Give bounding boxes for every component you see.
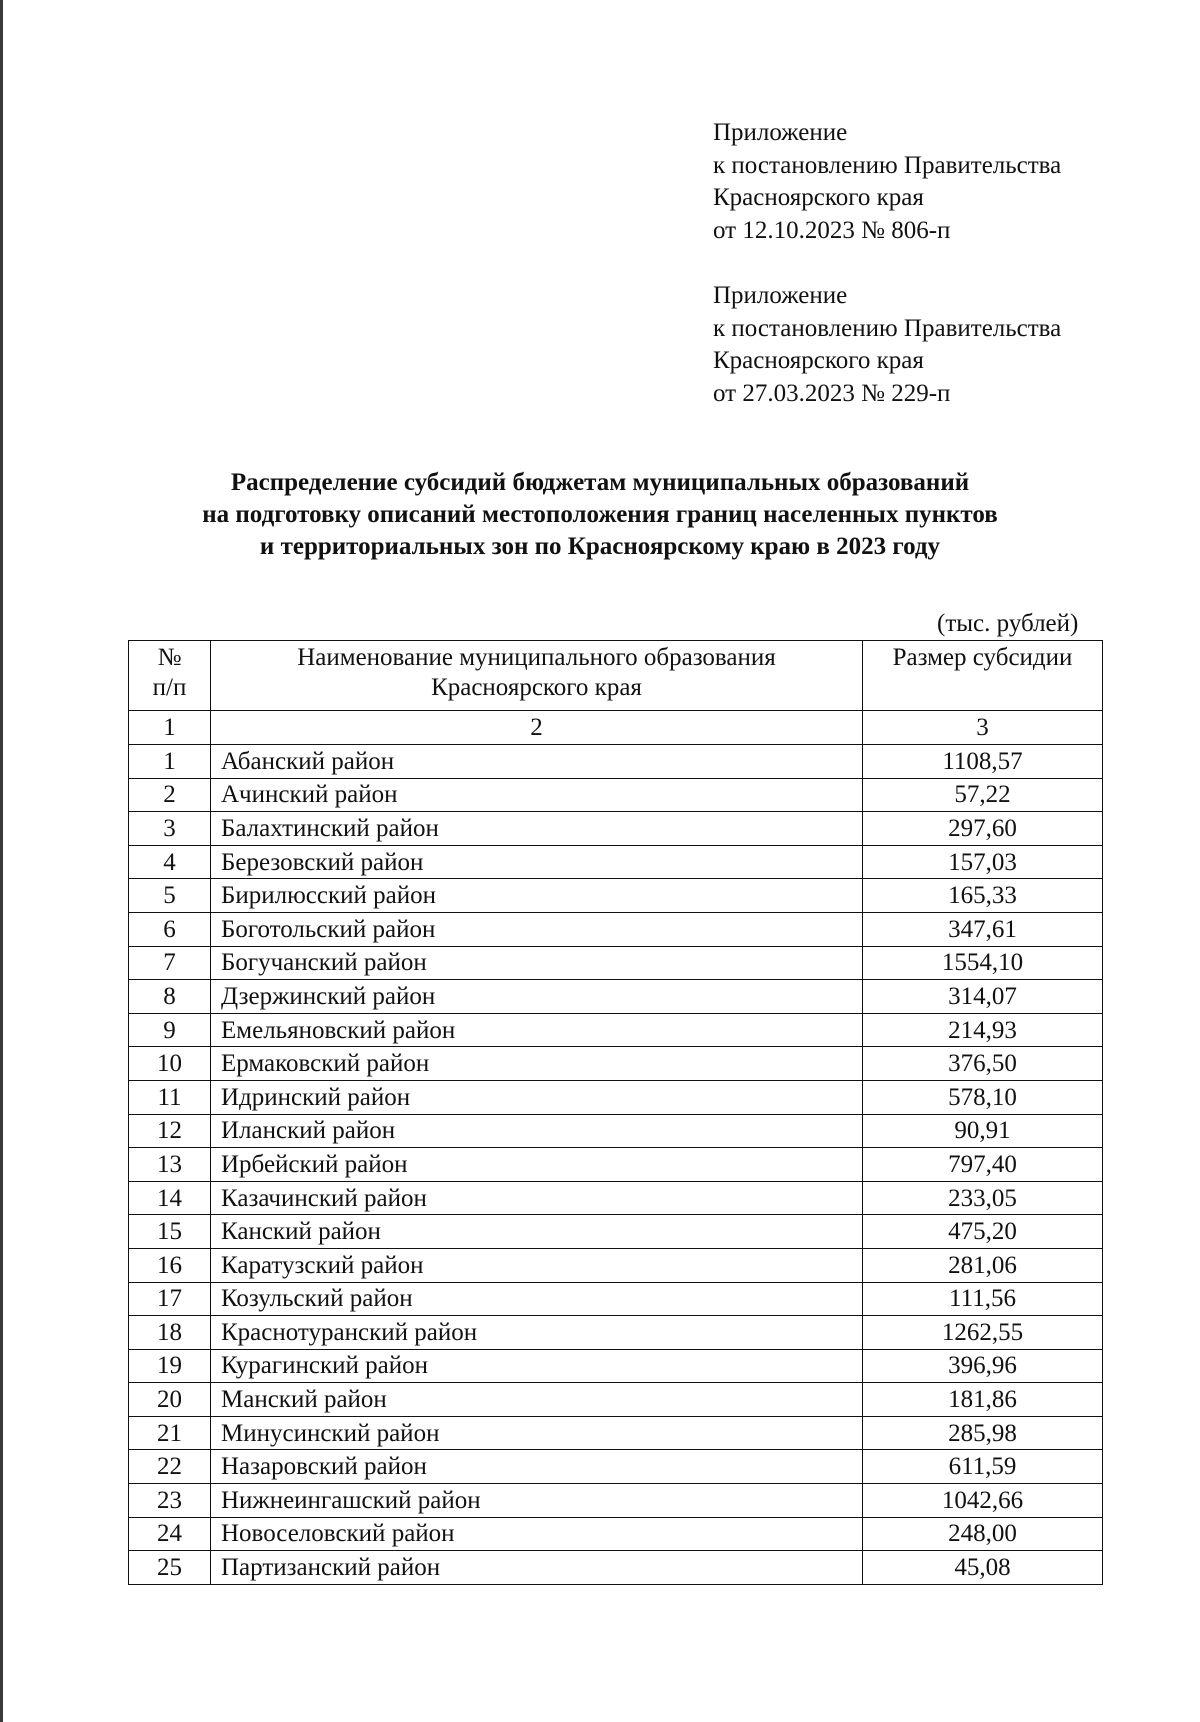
subsidy-amount: 578,10 — [863, 1080, 1103, 1114]
table-row — [129, 1181, 1103, 1215]
table-row — [129, 1349, 1103, 1383]
municipality-name: Ермаковский район — [211, 1047, 863, 1081]
municipality-name: Боготольский район — [211, 912, 863, 946]
municipality-name: Курагинский район — [211, 1349, 863, 1383]
subsidy-amount: 396,96 — [863, 1349, 1103, 1383]
row-number: 15 — [129, 1215, 211, 1249]
row-number: 14 — [129, 1181, 211, 1215]
header-number-abbrev: п/п — [152, 674, 187, 701]
municipality-name: Козульский район — [211, 1282, 863, 1316]
municipality-name: Казачинский район — [211, 1181, 863, 1215]
table-row — [129, 1517, 1103, 1551]
municipality-name: Березовский район — [211, 845, 863, 879]
table-row — [129, 1383, 1103, 1417]
subsidy-amount: 611,59 — [863, 1450, 1103, 1484]
appendix-region-line: Красноярского края — [713, 347, 924, 374]
municipality-name: Богучанский район — [211, 946, 863, 980]
header-amount: Размер субсидии — [863, 641, 1103, 711]
row-number: 5 — [129, 879, 211, 913]
table-row — [129, 980, 1103, 1014]
row-number: 18 — [129, 1316, 211, 1350]
units-label: (тыс. рублей) — [937, 610, 1079, 637]
municipality-name: Емельяновский район — [211, 1013, 863, 1047]
table-row — [129, 1114, 1103, 1148]
title-line-2: на подготовку описаний местоположения границ населенных пунктов — [202, 501, 998, 528]
row-number: 22 — [129, 1450, 211, 1484]
row-number: 3 — [129, 812, 211, 846]
appendix-block-original — [713, 280, 1061, 410]
subsidy-amount: 233,05 — [863, 1181, 1103, 1215]
column-number: 1 — [129, 711, 211, 745]
row-number: 19 — [129, 1349, 211, 1383]
subsidy-amount: 45,08 — [863, 1551, 1103, 1585]
column-number: 3 — [863, 711, 1103, 745]
appendix-resolution-line: к постановлению Правительства — [713, 151, 1062, 179]
subsidy-amount: 1262,55 — [863, 1316, 1103, 1350]
subsidy-amount: 1108,57 — [863, 745, 1103, 779]
row-number: 17 — [129, 1282, 211, 1316]
subsidy-amount: 57,22 — [863, 778, 1103, 812]
municipality-name: Назаровский район — [211, 1450, 863, 1484]
subsidy-amount: 157,03 — [863, 845, 1103, 879]
scan-border — [0, 0, 3, 1722]
row-number: 20 — [129, 1383, 211, 1417]
row-number: 7 — [129, 946, 211, 980]
table-row — [129, 1484, 1103, 1518]
table-header-row — [129, 641, 1103, 711]
appendix-date-number: от 27.03.2023 № 229-п — [713, 379, 951, 407]
row-number: 16 — [129, 1248, 211, 1282]
subsidy-amount: 285,98 — [863, 1416, 1103, 1450]
subsidy-table-body — [129, 641, 1103, 1585]
row-number: 21 — [129, 1416, 211, 1450]
table-row — [129, 1047, 1103, 1081]
table-row — [129, 778, 1103, 812]
subsidy-amount: 475,20 — [863, 1215, 1103, 1249]
municipality-name: Нижнеингашский район — [211, 1484, 863, 1518]
subsidy-amount: 297,60 — [863, 812, 1103, 846]
municipality-name: Минусинский район — [211, 1416, 863, 1450]
subsidy-amount: 1554,10 — [863, 946, 1103, 980]
table-row — [129, 1316, 1103, 1350]
title-line-1: Распределение субсидий бюджетам муниципальных образований — [230, 469, 970, 496]
subsidy-amount: 214,93 — [863, 1013, 1103, 1047]
table-row — [129, 812, 1103, 846]
table-row — [129, 879, 1103, 913]
subsidy-amount: 281,06 — [863, 1248, 1103, 1282]
document-title — [0, 467, 1200, 563]
row-number: 6 — [129, 912, 211, 946]
subsidy-amount: 376,50 — [863, 1047, 1103, 1081]
table-row — [129, 745, 1103, 779]
row-number: 4 — [129, 845, 211, 879]
appendix-block-current — [713, 117, 1061, 247]
appendix-heading: Приложение — [713, 282, 848, 309]
header-municipality-line1: Наименование муниципального образования — [297, 644, 776, 671]
municipality-name: Канский район — [211, 1215, 863, 1249]
table-row — [129, 946, 1103, 980]
appendix-region-line: Красноярского края — [713, 184, 924, 211]
subsidy-amount: 181,86 — [863, 1383, 1103, 1417]
subsidy-amount: 1042,66 — [863, 1484, 1103, 1518]
table-row — [129, 1551, 1103, 1585]
subsidy-amount: 248,00 — [863, 1517, 1103, 1551]
municipality-name: Каратузский район — [211, 1248, 863, 1282]
header-number-symbol: № — [157, 644, 182, 671]
municipality-name: Иланский район — [211, 1114, 863, 1148]
row-number: 10 — [129, 1047, 211, 1081]
table-row — [129, 1416, 1103, 1450]
appendix-date-number: от 12.10.2023 № 806-п — [713, 216, 951, 244]
header-municipality — [211, 641, 863, 711]
municipality-name: Идринский район — [211, 1080, 863, 1114]
municipality-name: Дзержинский район — [211, 980, 863, 1014]
appendix-heading: Приложение — [713, 119, 848, 146]
header-municipality-line2: Красноярского края — [431, 674, 642, 701]
row-number: 12 — [129, 1114, 211, 1148]
municipality-name: Партизанский район — [211, 1551, 863, 1585]
row-number: 13 — [129, 1148, 211, 1182]
row-number: 23 — [129, 1484, 211, 1518]
municipality-name: Краснотуранский район — [211, 1316, 863, 1350]
appendix-resolution-line: к постановлению Правительства — [713, 314, 1062, 342]
row-number: 25 — [129, 1551, 211, 1585]
subsidy-amount: 165,33 — [863, 879, 1103, 913]
municipality-name: Ирбейский район — [211, 1148, 863, 1182]
table-row — [129, 1013, 1103, 1047]
subsidy-amount: 797,40 — [863, 1148, 1103, 1182]
title-line-3: и территориальных зон по Красноярскому краю в 2023 году — [259, 533, 941, 560]
row-number: 8 — [129, 980, 211, 1014]
municipality-name: Бирилюсский район — [211, 879, 863, 913]
table-row — [129, 1248, 1103, 1282]
subsidy-amount: 314,07 — [863, 980, 1103, 1014]
municipality-name: Балахтинский район — [211, 812, 863, 846]
row-number: 9 — [129, 1013, 211, 1047]
row-number: 1 — [129, 745, 211, 779]
municipality-name: Абанский район — [211, 745, 863, 779]
table-row — [129, 1148, 1103, 1182]
table-row — [129, 1450, 1103, 1484]
table-row — [129, 1215, 1103, 1249]
subsidy-amount: 90,91 — [863, 1114, 1103, 1148]
municipality-name: Манский район — [211, 1383, 863, 1417]
municipality-name: Ачинский район — [211, 778, 863, 812]
subsidy-table — [128, 640, 1103, 1585]
column-number: 2 — [211, 711, 863, 745]
row-number: 24 — [129, 1517, 211, 1551]
table-row — [129, 1282, 1103, 1316]
subsidy-amount: 347,61 — [863, 912, 1103, 946]
table-row — [129, 845, 1103, 879]
municipality-name: Новоселовский район — [211, 1517, 863, 1551]
header-number — [129, 641, 211, 711]
subsidy-amount: 111,56 — [863, 1282, 1103, 1316]
table-row — [129, 1080, 1103, 1114]
column-number-row — [129, 711, 1103, 745]
row-number: 2 — [129, 778, 211, 812]
table-row — [129, 912, 1103, 946]
row-number: 11 — [129, 1080, 211, 1114]
